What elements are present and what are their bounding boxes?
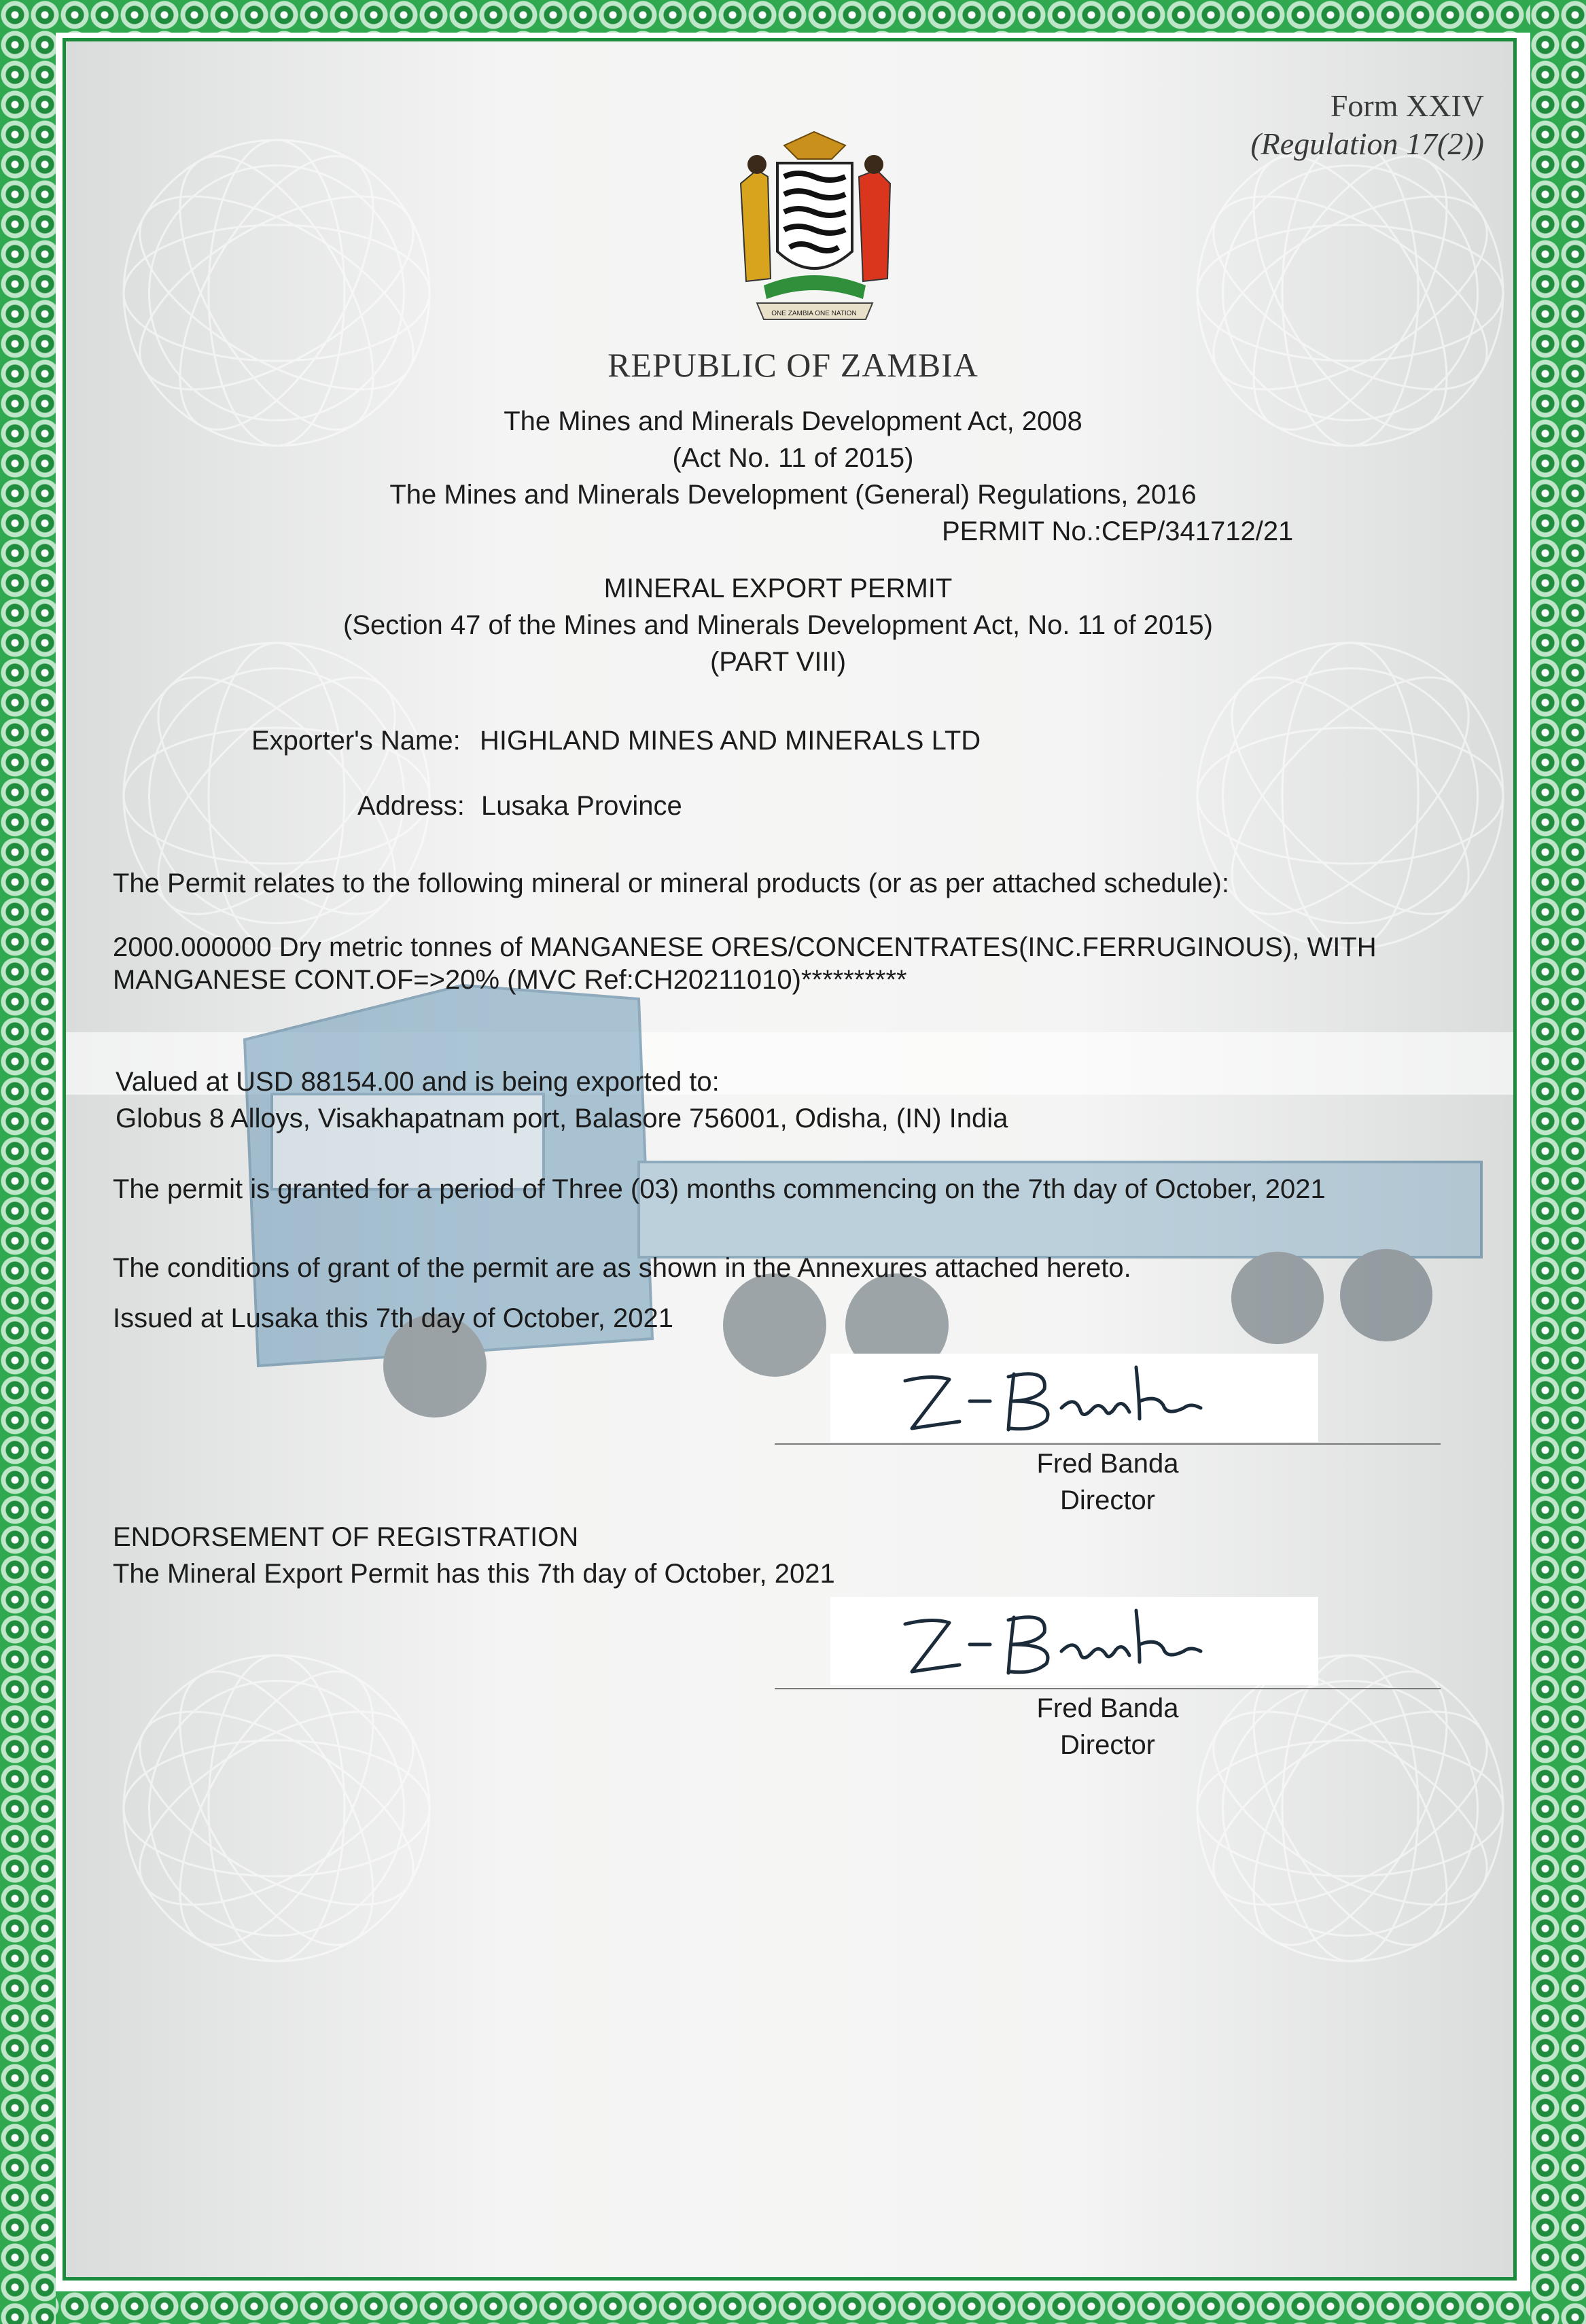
permit-number: PERMIT No.:CEP/341712/21 (942, 516, 1294, 546)
signature-line (775, 1688, 1441, 1689)
form-regulation: (Regulation 17(2)) (1250, 126, 1484, 161)
period-text: The permit is granted for a period of Three (03) months commencing on the 7th day of October, 2021 (113, 1174, 1326, 1204)
signature-box (830, 1597, 1318, 1685)
endorsement-text: The Mineral Export Permit has this 7th day of October, 2021 (113, 1559, 835, 1589)
address-value: Lusaka Province (481, 791, 682, 821)
product-line-2: MANGANESE CONT.OF=>20% (MVC Ref:CH20211010)********** (113, 965, 907, 995)
exporter-name-value: HIGHLAND MINES AND MINERALS LTD (480, 726, 981, 756)
relates-text: The Permit relates to the following mineral or mineral products (or as per attached schedule): (113, 868, 1229, 898)
act-number: (Act No. 11 of 2015) (672, 443, 914, 473)
signature-box (830, 1354, 1318, 1442)
permit-section: (Section 47 of the Mines and Minerals Development Act, No. 11 of 2015) (343, 610, 1213, 640)
signatory-title: Director (1059, 1730, 1156, 1760)
act-title: The Mines and Minerals Development Act, 2008 (504, 406, 1082, 436)
border-top (0, 0, 1586, 33)
form-number (1250, 87, 1484, 163)
signatory-name: Fred Banda (1036, 1449, 1179, 1479)
coat-of-arms-motto: ONE ZAMBIA ONE NATION (771, 310, 857, 317)
issued-text: Issued at Lusaka this 7th day of October, 2021 (113, 1303, 673, 1333)
address-label: Address: (357, 791, 465, 821)
border-bottom (0, 2291, 1586, 2324)
endorsement-heading: ENDORSEMENT OF REGISTRATION (113, 1522, 579, 1552)
signatory-name: Fred Banda (1036, 1693, 1179, 1723)
signatory-title: Director (1059, 1485, 1156, 1515)
product-line-1: 2000.000000 Dry metric tonnes of MANGANESE ORES/CONCENTRATES(INC.FERRUGINOUS), WITH (113, 932, 1377, 962)
regulations-title: The Mines and Minerals Development (General) Regulations, 2016 (389, 480, 1197, 510)
republic-title: REPUBLIC OF ZAMBIA (607, 346, 979, 384)
valued-text: Valued at USD 88154.00 and is being exported to: (116, 1067, 720, 1097)
permit-part: (PART VIII) (709, 647, 847, 677)
exporter-name-label: Exporter's Name: (251, 726, 461, 756)
permit-title: MINERAL EXPORT PERMIT (603, 574, 953, 603)
destination-text: Globus 8 Alloys, Visakhapatnam port, Balasore 756001, Odisha, (IN) India (116, 1104, 1008, 1133)
signature-image (830, 1597, 1318, 1685)
coat-of-arms-icon (716, 129, 913, 333)
form-number-text: Form XXIV (1330, 88, 1484, 123)
signature-image (830, 1354, 1318, 1442)
signature-line (775, 1443, 1441, 1445)
conditions-text: The conditions of grant of the permit are as shown in the Annexures attached hereto. (113, 1253, 1131, 1283)
